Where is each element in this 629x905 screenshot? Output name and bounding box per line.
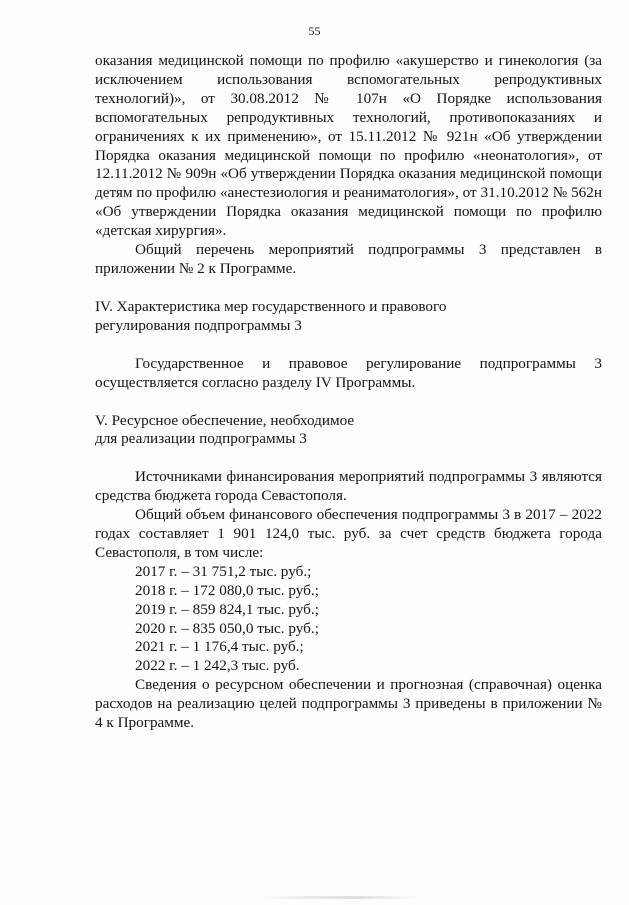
paragraph-activities-list: Общий перечень мероприятий подпрограммы 3 представлен в приложении № 2 к Программе. [95,241,602,277]
section-4-title-line-1: IV. Характеристика мер государственного и правового [95,297,447,315]
page-number: 55 [308,24,321,38]
paragraph-line: Порядка оказания медицинской помощи по профилю «неонатология», [95,146,588,164]
funding-year-item: 2019 г. – 859 824,1 тыс. руб.; [135,600,319,618]
section-5-title-line-2: для реализации подпрограммы 3 [95,430,307,448]
funding-year-item: 2022 г. – 1 242,3 тыс. руб. [135,657,300,675]
spacer [95,279,602,298]
paragraph-resource-info: Сведения о ресурсном обеспечении и прогнозная (справочная) оценка расходов на реализацию целей подпрограммы 3 приведены в приложении № 4 к Программе. [95,676,602,732]
funding-year-item: 2018 г. – 172 080,0 тыс. руб.; [135,581,319,599]
document-body [95,52,602,733]
spacer [95,449,602,468]
paragraph-line: и ограничениях к их применению», от 15.11.2012 № 921н «Об утверждении [95,108,602,145]
paragraph-regulation: Государственное и правовое регулирование подпрограммы 3 осуществляется согласно разделу IV Программы. [95,354,602,391]
paragraph-line: технологий)», от 30.08.2012 № 107н «О Порядке использования [95,89,602,107]
scan-artifact [260,896,420,899]
paragraph-line: от 12.11.2012 № 909н «Об утверждении Порядка оказания медицинской [95,146,602,183]
funding-year-item: 2017 г. – 31 751,2 тыс. руб.; [135,562,312,580]
spacer [95,336,602,355]
paragraph-line: помощи детям по профилю «анестезиология и реаниматология», от 31.10.2012 [95,165,602,202]
funding-year-item: 2020 г. – 835 050,0 тыс. руб.; [135,619,319,637]
paragraph-line: профилю «детская хирургия». [95,203,602,240]
spacer [95,393,602,412]
paragraph-line: № 562н «Об утверждении Порядка оказания медицинской помощи по [95,184,602,221]
funding-year-item: 2021 г. – 1 176,4 тыс. руб.; [135,638,304,656]
paragraph-line: (за исключением использования вспомогательных репродуктивных [95,52,602,88]
paragraph-funding-total: Общий объем финансового обеспечения подпрограммы 3 в 2017 – 2022 годах составляет 1 901 124,0 тыс. руб. за счет средств бюджета города Севастополя, в том числе: [95,506,602,561]
section-4-title-line-2: регулирования подпрограммы 3 [95,316,302,334]
paragraph-line: вспомогательных репродуктивных технологий, противопоказаниях [95,108,594,126]
paragraph-funding-sources: Источниками финансирования мероприятий подпрограммы 3 являются средства бюджета города Севастополя. [95,468,602,505]
paragraph-regulations [95,52,602,241]
section-5-title-line-1: V. Ресурсное обеспечение, необходимое [95,411,355,429]
paragraph-line: оказания медицинской помощи по профилю «акушерство и гинекология [95,52,585,69]
